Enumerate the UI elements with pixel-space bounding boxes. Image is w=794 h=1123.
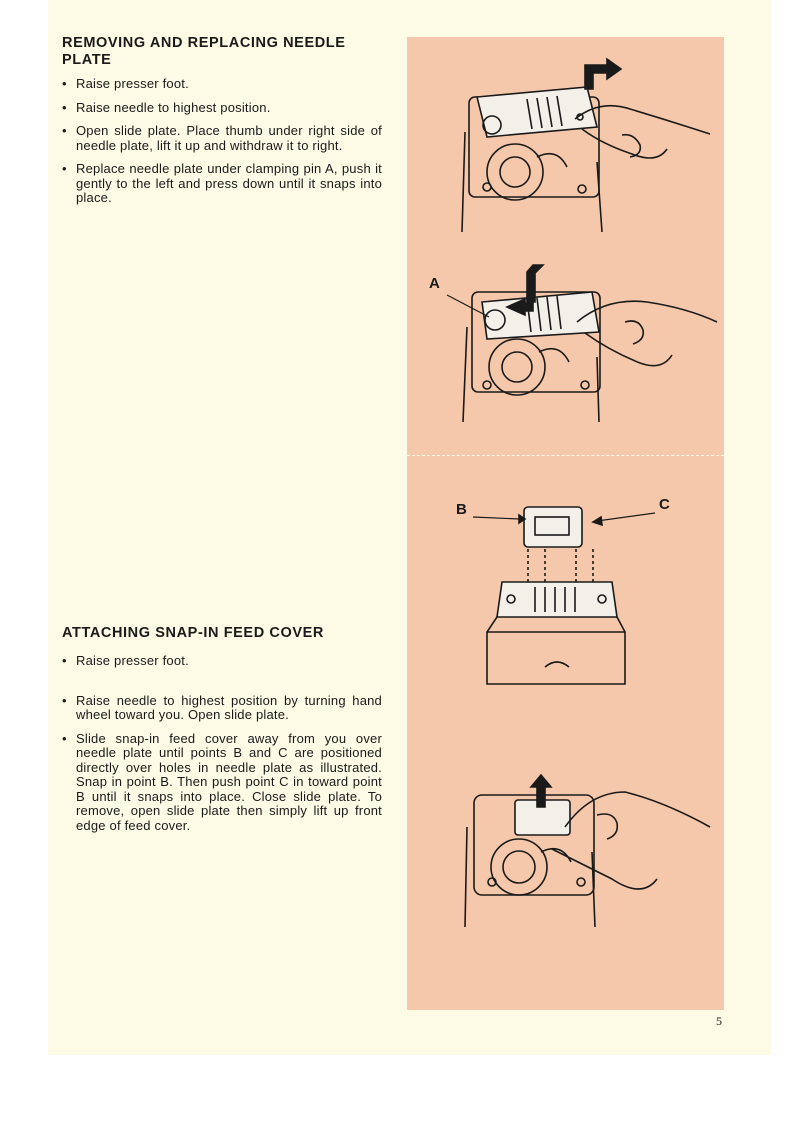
label-b: B (456, 501, 467, 518)
section-title-feed-cover: ATTACHING SNAP-IN FEED COVER (62, 625, 324, 641)
list-item: • Replace needle plate under clamping pin A, push it gently to the left and press down until it snaps into place. (62, 162, 382, 206)
label-c: C (659, 496, 670, 513)
section-feed-cover (62, 625, 382, 842)
illustration-feed-cover-snapped (465, 775, 710, 927)
needle-plate-steps (62, 77, 382, 206)
illustration-drawings (407, 37, 724, 1010)
section-needle-plate (62, 35, 382, 215)
label-a: A (429, 275, 440, 292)
list-item: • Raise presser foot. (62, 654, 382, 669)
illustration-replace-needle-plate (447, 265, 717, 422)
list-item: • Raise needle to highest position. (62, 101, 382, 116)
page-number: 5 (716, 1014, 722, 1028)
illustration-feed-cover-alignment (473, 507, 655, 684)
list-item: • Slide snap-in feed cover away from you over needle plate until points B and C are positioned directly over holes in needle plate as illustrated. Snap in point B. Then push point C in toward point B until it snaps into place. Close slide plate. To remove, open slide plate then simply lift up front edge of feed cover. (62, 732, 382, 834)
illustration-remove-needle-plate (462, 59, 710, 232)
list-item: • Open slide plate. Place thumb under right side of needle plate, lift it up and withdraw it to right. (62, 124, 382, 153)
list-item: • Raise needle to highest position by turning hand wheel toward you. Open slide plate. (62, 694, 382, 723)
feed-cover-steps (62, 654, 382, 833)
section-title-needle-plate: REMOVING AND REPLACING NEEDLE PLATE (62, 35, 346, 68)
list-item: • Raise presser foot. (62, 77, 382, 92)
